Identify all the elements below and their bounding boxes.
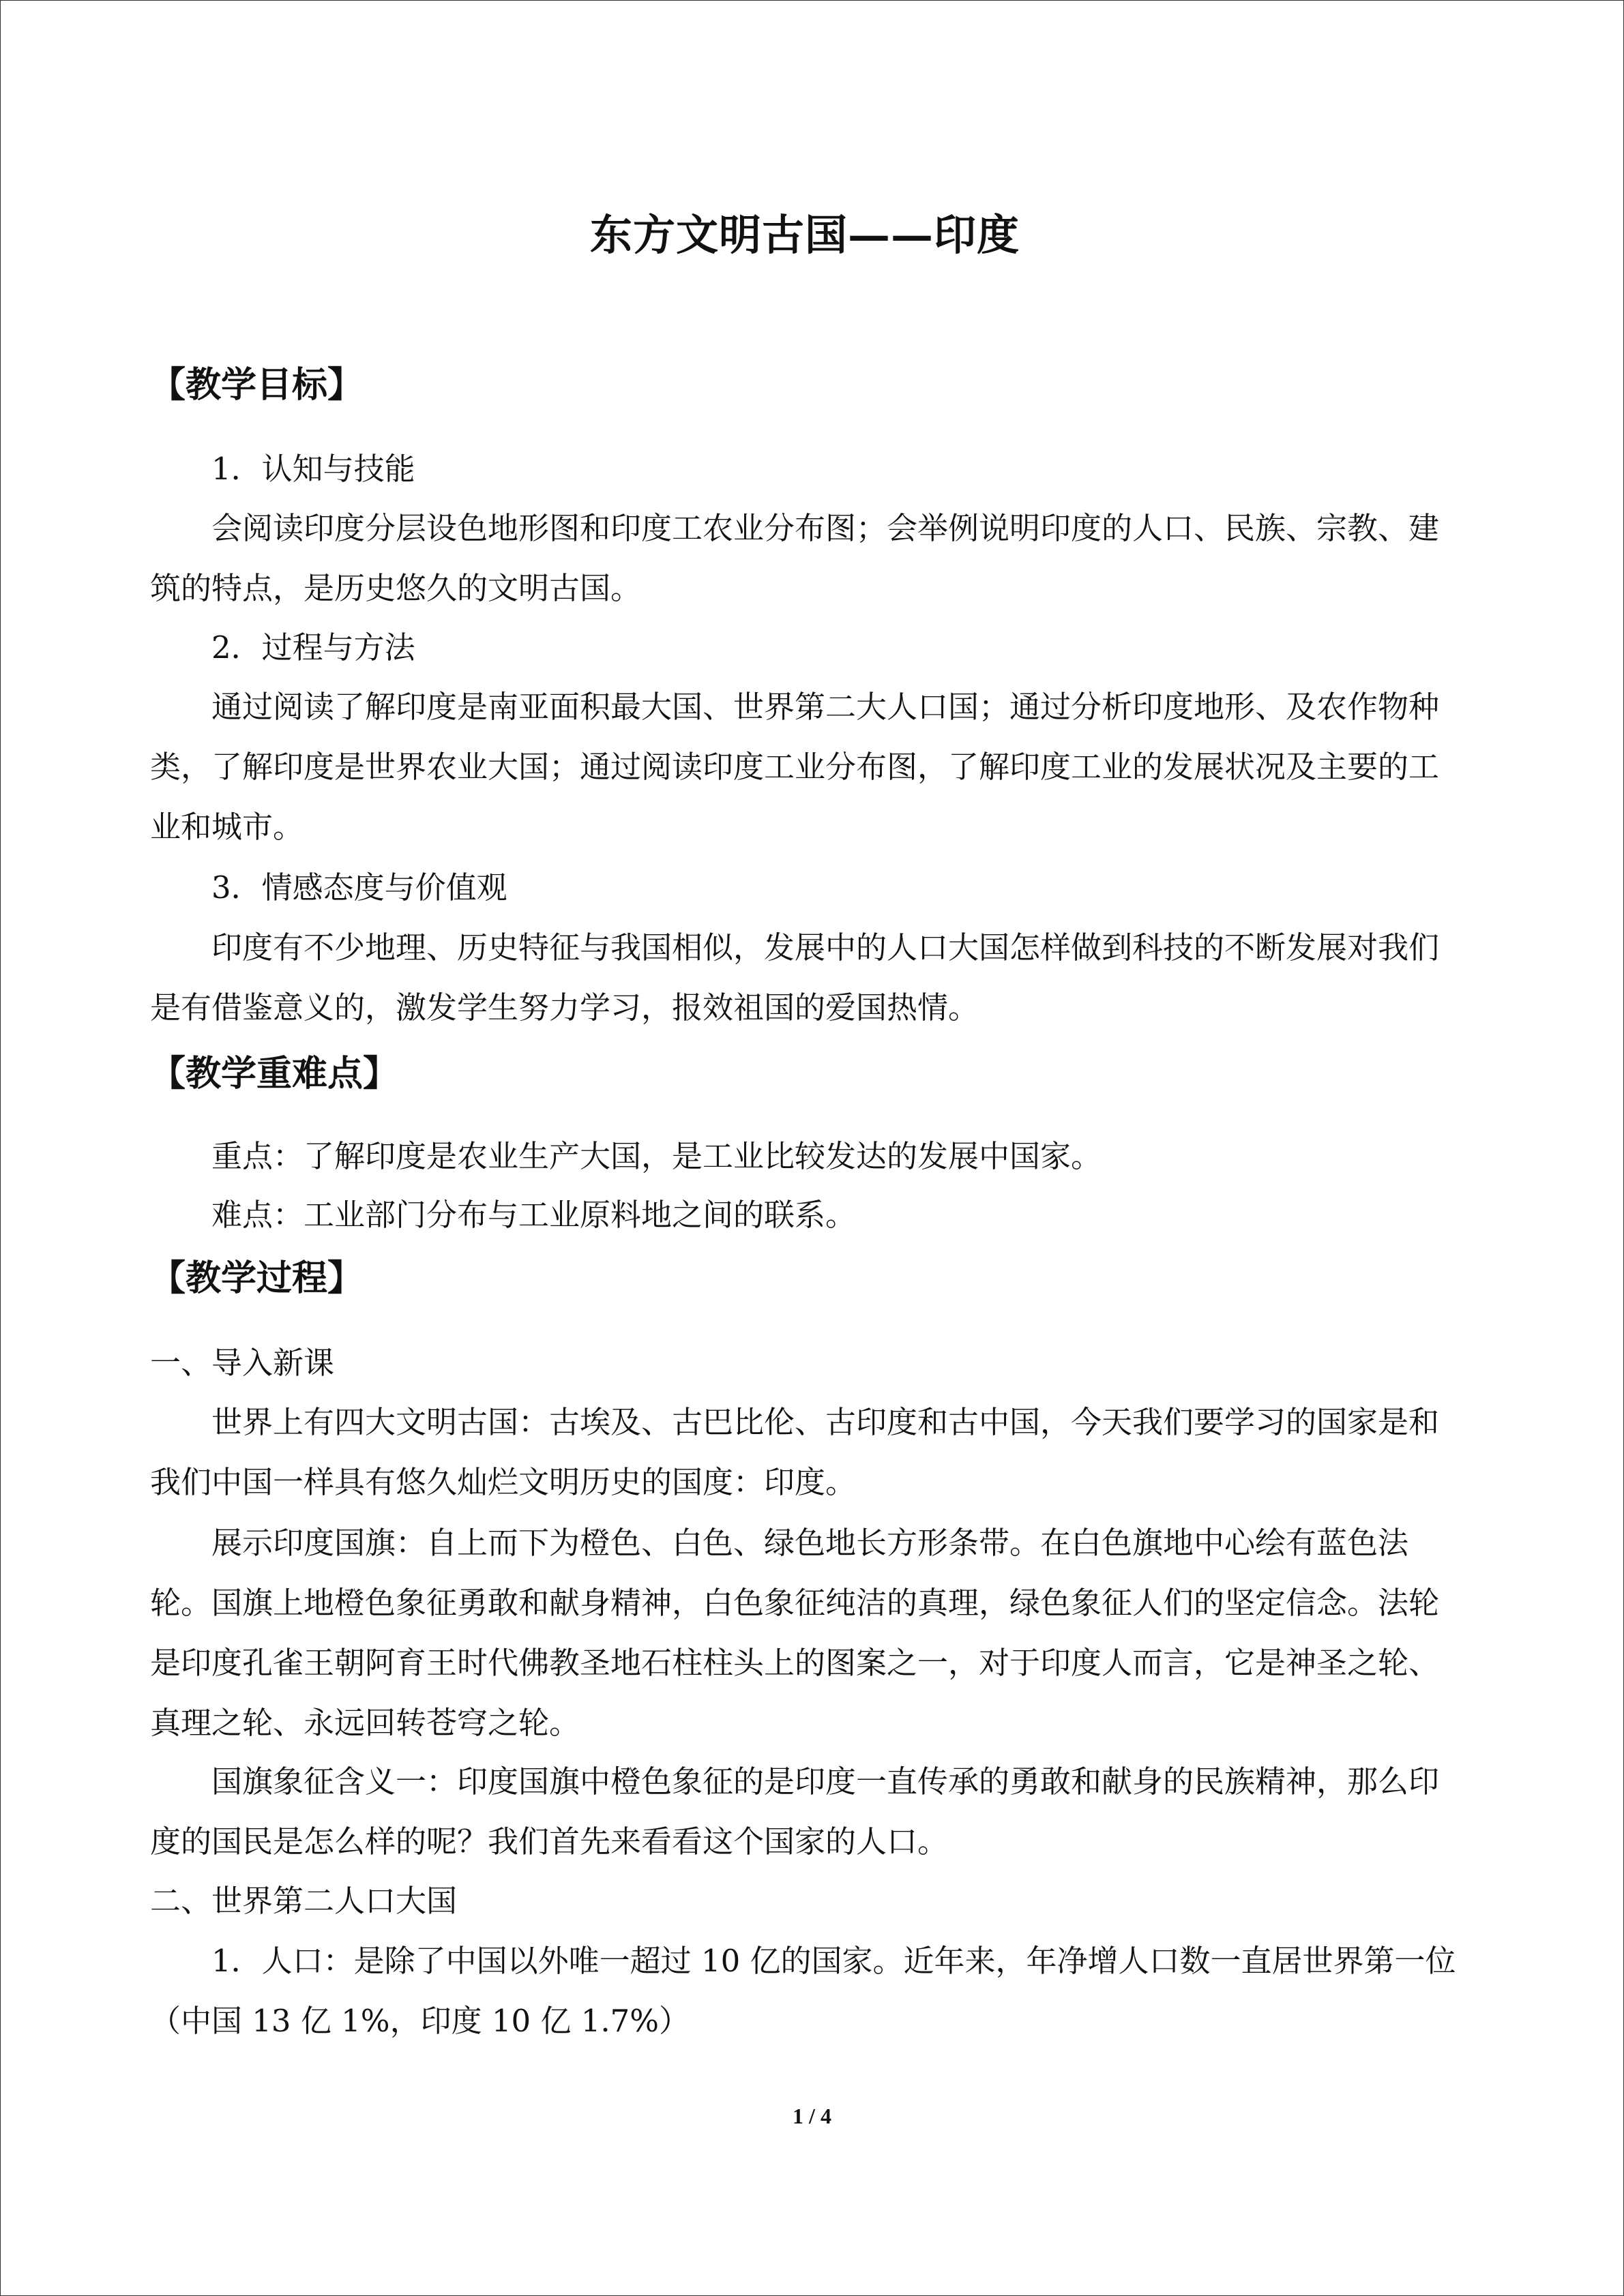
- heading-process: 【教学过程】: [150, 1257, 364, 1299]
- heading-objectives: 【教学目标】: [150, 364, 364, 406]
- part-1-flag: 展示印度国旗：自上而下为橙色、白色、绿色地长方形条带。在白色旗地中心绘有蓝色法轮。国旗上地橙色象征勇敢和献身精神，白色象征纯洁的真理，绿色象征人们的坚定信念。法轮是印度孔雀王朝阿育王时代佛教圣地石柱柱头上的图案之一，对于印度人而言，它是神圣之轮、真理之轮、永远回转苍穹之轮。: [150, 1525, 1440, 1741]
- part-1-intro: 世界上有四大文明古国：古埃及、古巴比伦、古印度和古中国，今天我们要学习的国家是和我们中国一样具有悠久灿烂文明历史的国度：印度。: [150, 1404, 1440, 1500]
- objective-1-text: 会阅读印度分层设色地形图和印度工农业分布图；会举例说明印度的人口、民族、宗教、建筑的特点，是历史悠久的文明古国。: [150, 510, 1440, 606]
- part-1-symbol: 国旗象征含义一：印度国旗中橙色象征的是印度一直传承的勇敢和献身的民族精神，那么印度的国民是怎么样的呢？我们首先来看看这个国家的人口。: [150, 1763, 1440, 1860]
- part-1-title: 一、导入新课: [150, 1345, 335, 1381]
- objective-2-title: 2．过程与方法: [211, 629, 415, 666]
- part-2-population: 1．人口：是除了中国以外唯一超过 10 亿的国家。近年来，年净增人口数一直居世界第一位（中国 13 亿 1%，印度 10 亿 1.7%）: [150, 1943, 1456, 2039]
- key-difficulty: 难点：工业部门分布与工业原料地之间的联系。: [211, 1197, 857, 1233]
- document-title: 东方文明古国——印度: [589, 210, 1020, 260]
- objective-3-text: 印度有不少地理、历史特征与我国相似，发展中的人口大国怎样做到科技的不断发展对我们是有借鉴意义的，激发学生努力学习，报效祖国的爱国热情。: [150, 929, 1440, 1026]
- key-focus: 重点：了解印度是农业生产大国，是工业比较发达的发展中国家。: [211, 1138, 1102, 1174]
- objective-1-title: 1．认知与技能: [211, 451, 415, 487]
- page-number: 1 / 4: [793, 2104, 831, 2128]
- part-2-title: 二、世界第二人口大国: [150, 1883, 458, 1919]
- objective-3-title: 3．情感态度与价值观: [211, 869, 507, 906]
- objective-2-text: 通过阅读了解印度是南亚面积最大国、世界第二大人口国；通过分析印度地形、及农作物种类，了解印度是世界农业大国；通过阅读印度工业分布图，了解印度工业的发展状况及主要的工业和城市。: [150, 689, 1440, 845]
- heading-key-points: 【教学重难点】: [150, 1053, 399, 1094]
